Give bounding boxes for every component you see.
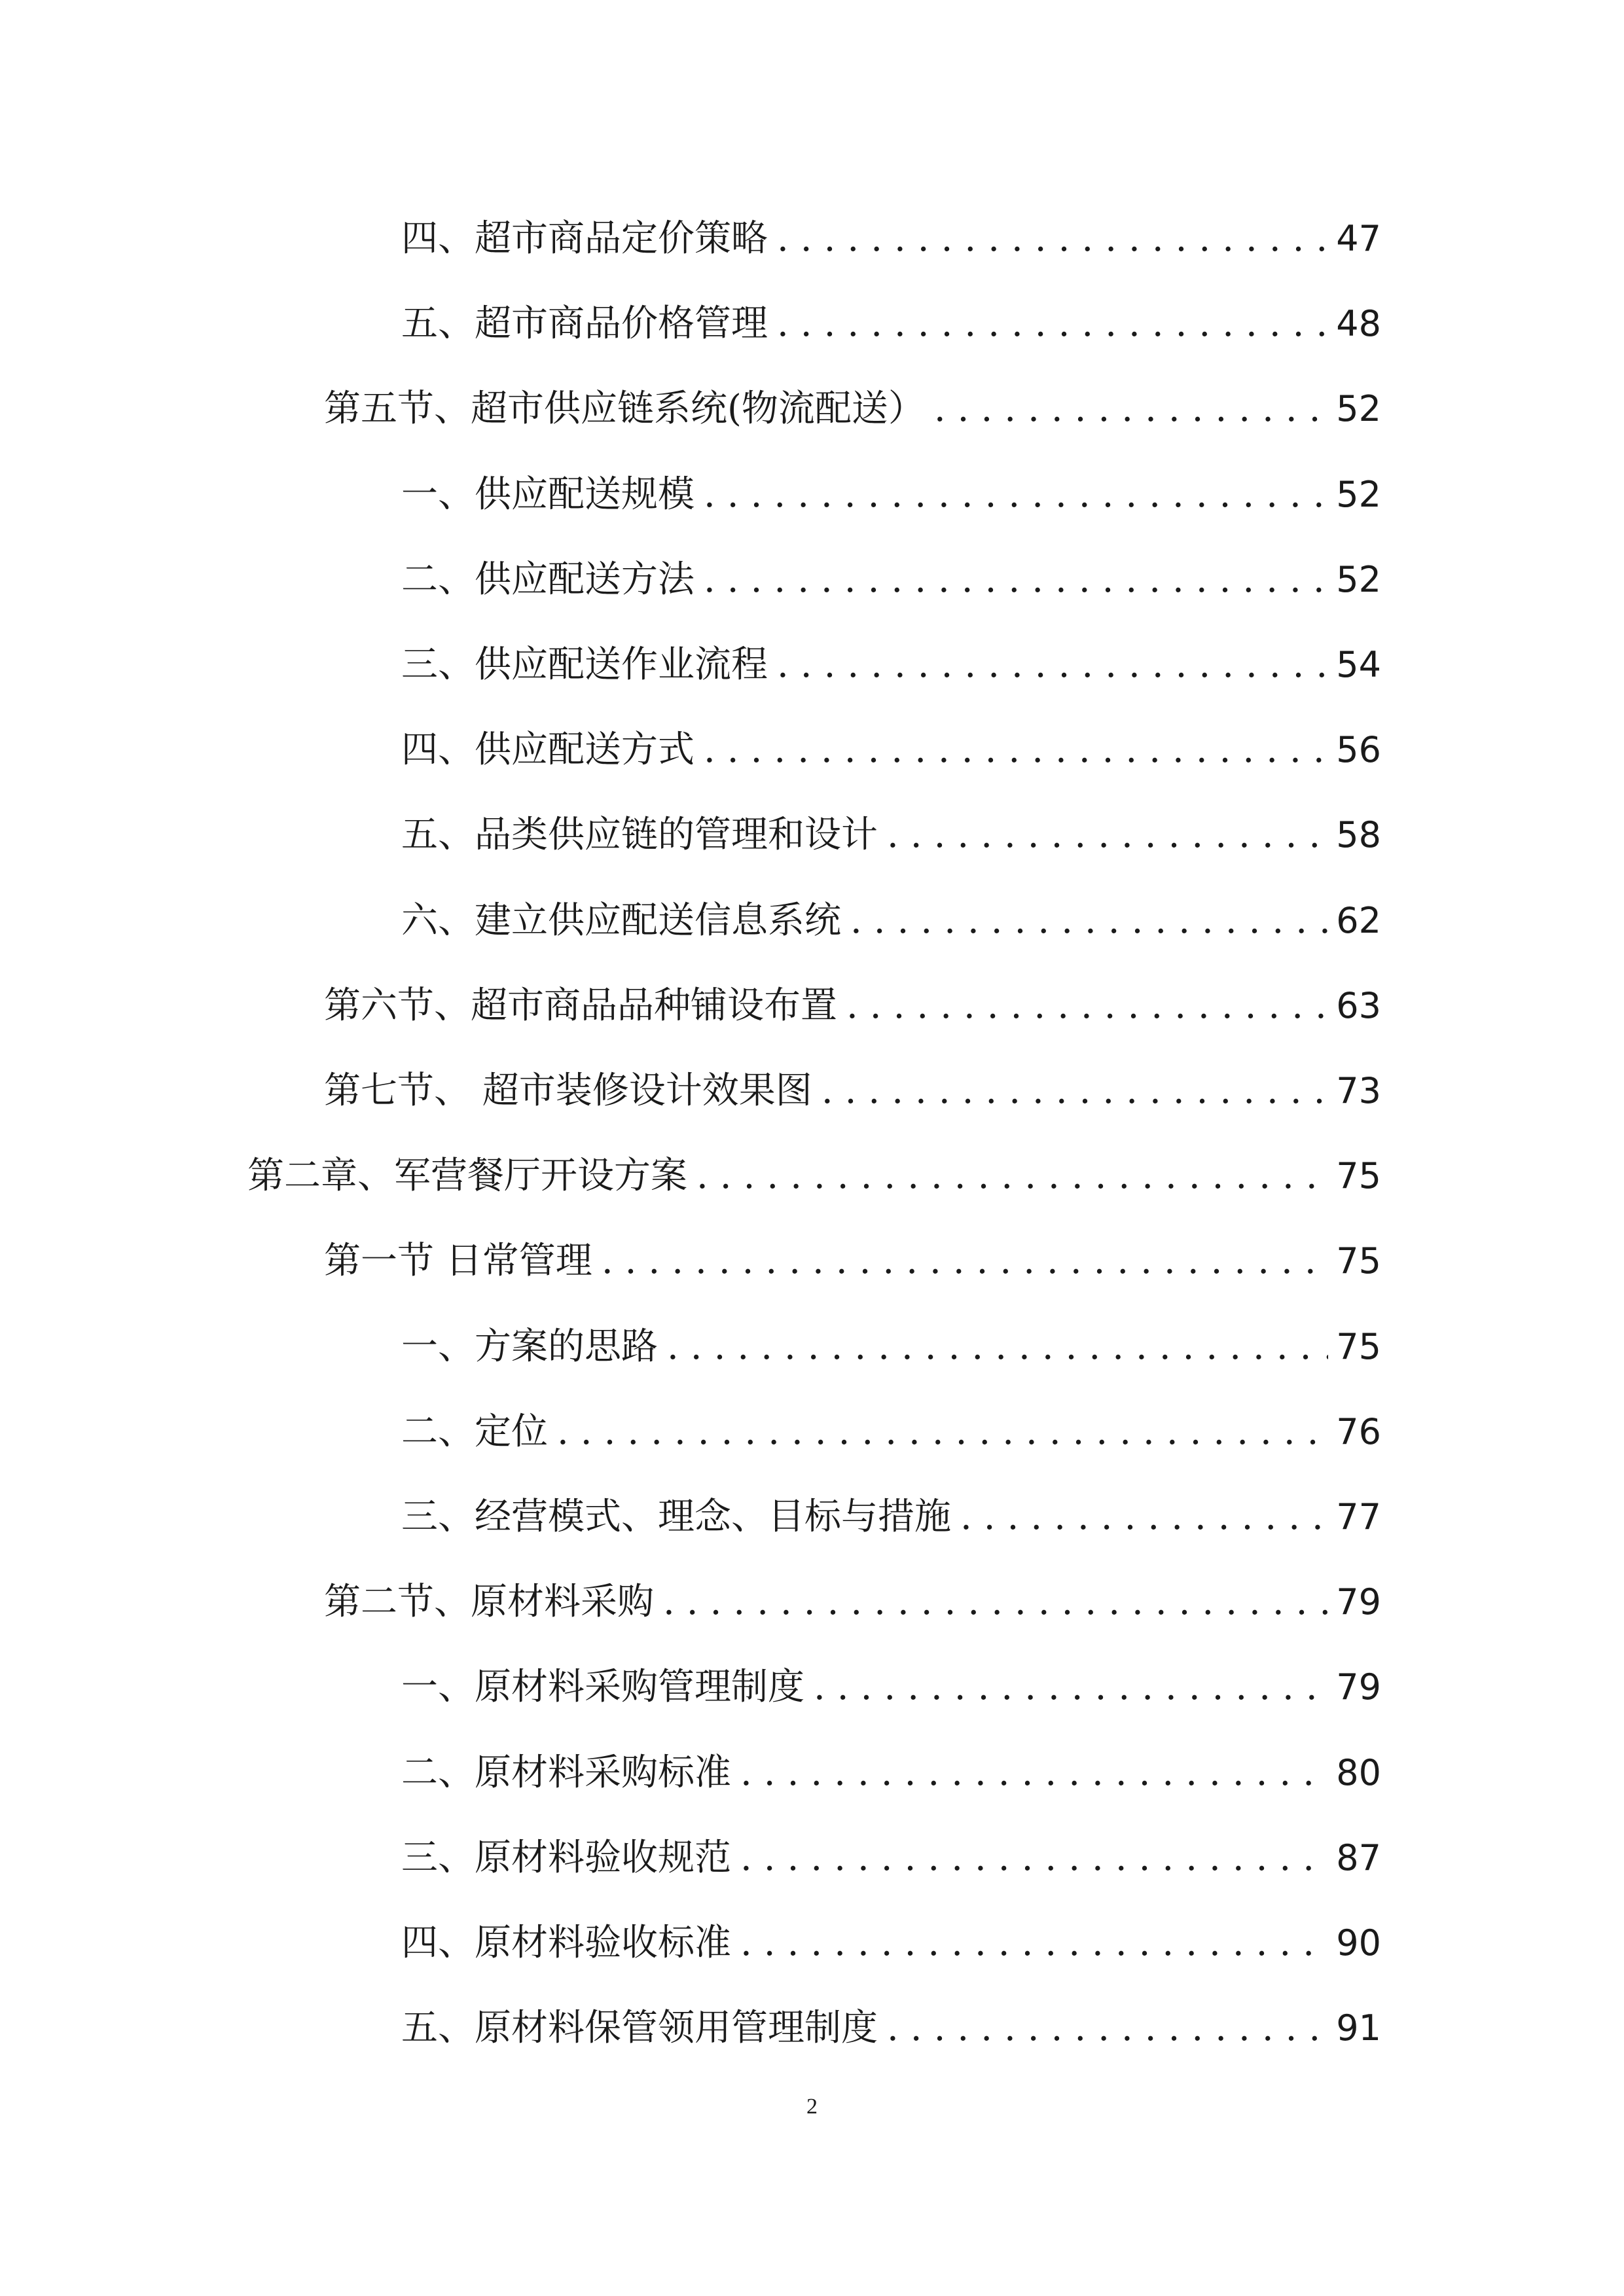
toc-entry-title: 第一节 日常管理: [324, 1240, 592, 1282]
toc-entry[interactable]: [401, 724, 1381, 776]
toc-entry-page: 47: [1336, 218, 1381, 259]
toc-entry[interactable]: [401, 1321, 1381, 1373]
toc-entry-title: 一、供应配送规模: [401, 473, 695, 516]
toc-entry-title: 四、供应配送方式: [401, 728, 695, 771]
toc-entry-title: 六、建立供应配送信息系统: [401, 899, 841, 942]
toc-entry-title: 三、原材料验收规范: [401, 1837, 731, 1879]
toc-dot-leader: [777, 213, 1328, 265]
toc-entry-page: 75: [1336, 1326, 1381, 1367]
toc-entry-title: 第六节、超市商品品种铺设布置: [324, 984, 837, 1027]
toc-entry-title: 四、原材料验收标准: [401, 1922, 731, 1964]
page-number: 2: [806, 2094, 818, 2119]
toc-entry[interactable]: [401, 1406, 1381, 1458]
toc-entry-page: 54: [1336, 644, 1381, 685]
toc-dot-leader: [740, 1832, 1328, 1884]
toc-entry[interactable]: [401, 298, 1381, 350]
toc-entry-page: 52: [1336, 388, 1381, 429]
toc-entry-title: 三、供应配送作业流程: [401, 643, 768, 686]
toc-entry-title: 二、原材料采购标准: [401, 1751, 731, 1794]
toc-entry[interactable]: [401, 809, 1381, 861]
toc-entry-page: 52: [1336, 559, 1381, 600]
toc-entry[interactable]: [247, 1150, 1381, 1202]
toc-dot-leader: [934, 383, 1328, 435]
toc-dot-leader: [740, 1747, 1328, 1799]
toc-entry[interactable]: [401, 1661, 1381, 1713]
toc-entry-page: 62: [1336, 900, 1381, 941]
toc-dot-leader: [887, 809, 1328, 861]
toc-entry-page: 75: [1336, 1240, 1381, 1282]
toc-entry[interactable]: [401, 213, 1381, 265]
toc-entry-page: 48: [1336, 303, 1381, 344]
toc-entry-title: 三、经营模式、理念、目标与措施: [401, 1496, 951, 1538]
toc-entry-page: 73: [1336, 1070, 1381, 1111]
toc-dot-leader: [704, 469, 1328, 521]
toc-entry[interactable]: [401, 1747, 1381, 1799]
toc-entry-title: 第五节、超市供应链系统(物流配送）: [324, 387, 925, 430]
toc-entry-title: 四、超市商品定价策略: [401, 217, 768, 260]
toc-entry-page: 63: [1336, 985, 1381, 1026]
toc-entry-title: 二、供应配送方法: [401, 558, 695, 601]
toc-entry[interactable]: [324, 1235, 1381, 1287]
toc-dot-leader: [777, 639, 1328, 691]
toc-entry[interactable]: [401, 1491, 1381, 1543]
toc-entry-title: 五、品类供应链的管理和设计: [401, 814, 878, 856]
toc-entry-page: 75: [1336, 1155, 1381, 1196]
toc-entry[interactable]: [401, 1832, 1381, 1884]
toc-dot-leader: [696, 1150, 1328, 1202]
toc-entry[interactable]: [401, 554, 1381, 606]
toc-entry-page: 52: [1336, 474, 1381, 515]
toc-entry-title: 第二章、军营餐厅开设方案: [247, 1155, 687, 1197]
toc-entry-title: 第七节、 超市装修设计效果图: [324, 1069, 812, 1112]
toc-entry-page: 79: [1336, 1666, 1381, 1708]
toc-entry-title: 五、原材料保管领用管理制度: [401, 2007, 878, 2049]
toc-entry-page: 91: [1336, 2007, 1381, 2049]
toc-dot-leader: [887, 2002, 1328, 2054]
toc-entry-page: 56: [1336, 729, 1381, 770]
toc-dot-leader: [667, 1321, 1328, 1373]
toc-dot-leader: [814, 1661, 1328, 1713]
toc-dot-leader: [602, 1235, 1328, 1287]
toc-entry-title: 一、方案的思路: [401, 1325, 658, 1368]
toc-dot-leader: [557, 1406, 1328, 1458]
toc-dot-leader: [704, 724, 1328, 776]
toc-entry-page: 58: [1336, 814, 1381, 855]
toc-dot-leader: [821, 1065, 1328, 1117]
toc-dot-leader: [960, 1491, 1328, 1543]
toc-dot-leader: [740, 1917, 1328, 1969]
toc-entry-page: 90: [1336, 1922, 1381, 1964]
toc-entry[interactable]: [324, 383, 1381, 435]
toc-entry[interactable]: [401, 1917, 1381, 1969]
toc-dot-leader: [663, 1576, 1328, 1628]
toc-entry-page: 87: [1336, 1837, 1381, 1878]
toc-entry-title: 一、原材料采购管理制度: [401, 1666, 804, 1708]
toc-entry-title: 第二节、原材料采购: [324, 1581, 654, 1623]
toc-entry-page: 79: [1336, 1581, 1381, 1623]
toc-dot-leader: [846, 980, 1328, 1032]
toc-dot-leader: [704, 554, 1328, 606]
toc-entry[interactable]: [401, 895, 1381, 947]
toc-dot-leader: [777, 298, 1328, 350]
toc-entry-title: 五、超市商品价格管理: [401, 302, 768, 345]
toc-entry-title: 二、定位: [401, 1410, 548, 1453]
toc-entry[interactable]: [401, 469, 1381, 521]
toc-entry[interactable]: [324, 980, 1381, 1032]
toc-entry-page: 80: [1336, 1752, 1381, 1793]
toc-entry[interactable]: [401, 639, 1381, 691]
toc-entry[interactable]: [324, 1065, 1381, 1117]
toc-entry[interactable]: [324, 1576, 1381, 1628]
toc-entry-page: 76: [1336, 1411, 1381, 1452]
toc-entry-page: 77: [1336, 1496, 1381, 1537]
toc-dot-leader: [850, 895, 1328, 947]
toc-entry[interactable]: [401, 2002, 1381, 2054]
